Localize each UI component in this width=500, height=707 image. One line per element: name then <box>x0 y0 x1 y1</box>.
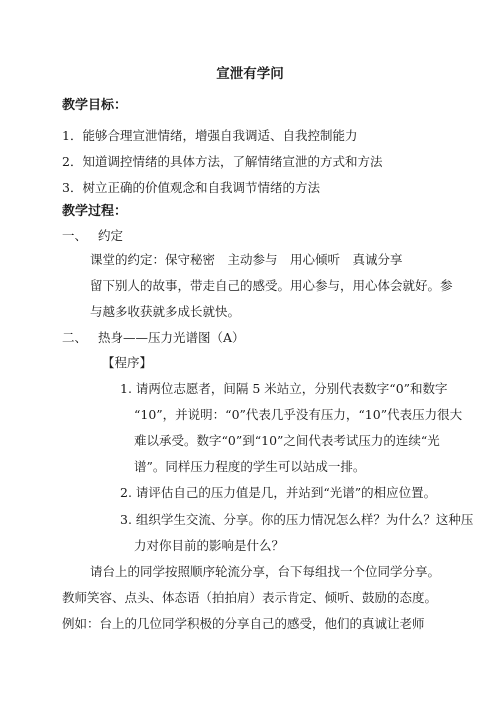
goal-item-3: 3．树立正确的价值观念和自我调节情绪的方法 <box>62 180 320 195</box>
section-1-line-3: 与越多收获就多成长就快。 <box>90 304 241 319</box>
goal-item-1: 1．能够合理宣泄情绪，增强自我调适、自我控制能力 <box>62 128 358 143</box>
step-line-3: 难以承受。数字“0”到“10”之间代表考试压力的连续“光 <box>134 433 440 448</box>
section-2-number: 二、 <box>62 330 88 345</box>
program-label: 【程序】 <box>102 355 153 370</box>
paragraph-line-3: 例如：台上的几位同学积极的分享自己的感受，他们的真诚让老师 <box>62 616 425 631</box>
section-1-line-1: 课堂的约定：保守秘密 主动参与 用心倾听 真诚分享 <box>90 252 403 267</box>
step-line-4: 谱”。同样压力程度的学生可以站成一排。 <box>134 459 366 474</box>
section-1-number: 一、 <box>62 228 88 243</box>
paragraph-line-1: 请台上的同学按照顺序轮流分享，台下每组找一个位同学分享。 <box>90 564 441 579</box>
paragraph-line-2: 教师笑容、点头、体态语（拍拍肩）表示肯定、倾听、鼓励的态度。 <box>62 590 438 605</box>
goal-item-2: 2．知道调控情绪的具体方法，了解情绪宣泄的方式和方法 <box>62 154 383 169</box>
step-line-5: 2. 请评估自己的压力值是几，并站到“光谱”的相应位置。 <box>120 485 437 500</box>
step-line-6: 3. 组织学生交流、分享。你的压力情况怎么样？为什么？这种压 <box>120 512 474 527</box>
section-1-line-2: 留下别人的故事，带走自己的感受。用心参与，用心体会就好。参 <box>90 278 453 293</box>
goals-heading: 教学目标： <box>62 98 128 113</box>
section-2-title: 热身——压力光谱图（A） <box>98 330 245 345</box>
step-line-7: 力对你目前的影响是什么？ <box>134 538 285 553</box>
process-heading: 教学过程： <box>62 204 128 219</box>
step-line-1: 1. 请两位志愿者，间隔 5 米站立，分别代表数字“0”和数字 <box>120 381 448 396</box>
page-title: 宣泄有学问 <box>216 66 284 82</box>
section-1-title: 约定 <box>98 228 124 243</box>
step-line-2: “10”，并说明：“0”代表几乎没有压力，“10”代表压力很大 <box>134 407 463 422</box>
